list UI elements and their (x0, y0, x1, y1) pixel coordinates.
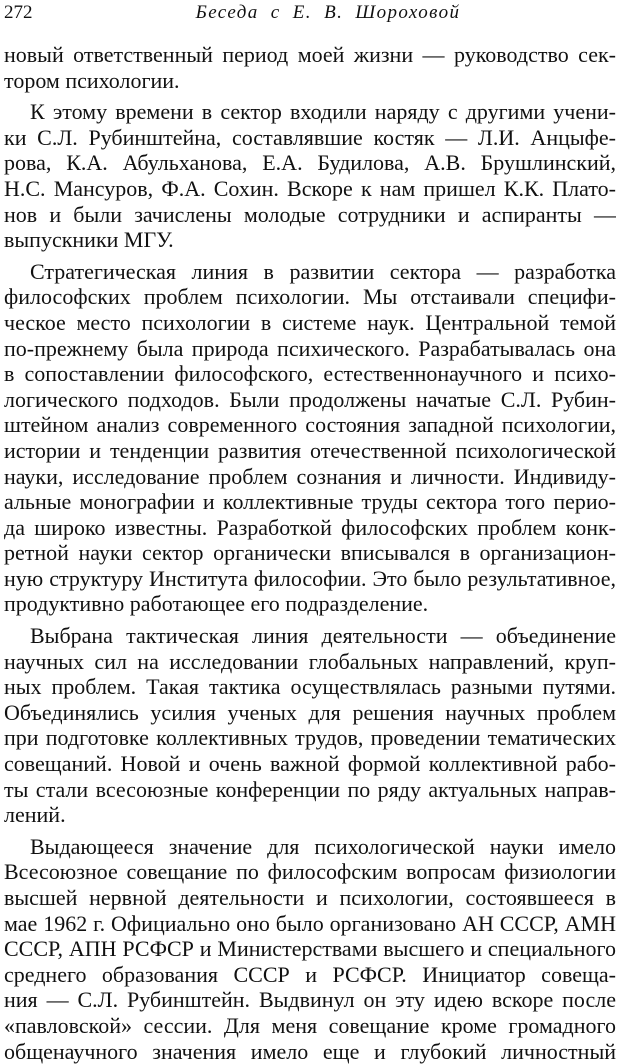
page-header (0, 0, 620, 28)
text-line: в сопоставлении философского, естественнонаучного и психо- (4, 361, 616, 387)
text-line: ную структуру Института философии. Это было результативное, (4, 565, 616, 591)
text-line: ты стали всесоюзные конференции по ряду актуальных направ- (4, 776, 616, 802)
text-line: научных сил на исследовании глобальных направлений, круп- (4, 648, 616, 674)
text-line: Выдающееся значение для психологической науки имело (30, 833, 616, 859)
text-line: альные монографии и коллективные труды сектора того перио- (4, 489, 616, 515)
text-line: философских проблем психологии. Мы отстаивали специфи- (4, 284, 616, 310)
paragraph (4, 834, 616, 1064)
text-line: продуктивно работающее его подразделение. (4, 591, 429, 617)
text-line: Н.С. Мансуров, Ф.А. Сохин. Вскоре к нам пришел К.К. Плато- (4, 175, 616, 201)
text-line: ния — С.Л. Рубинштейн. Выдвинул он эту идею вскоре после (4, 987, 616, 1013)
text-line: К этому времени в сектор входили наряду с другими учени- (30, 99, 616, 125)
paragraph (4, 259, 616, 617)
text-line: высшей нервной деятельности и психологии, состоявшееся в (4, 885, 616, 910)
text-line: Объединялись усилия ученых для решения научных проблем (4, 699, 616, 725)
text-line: да широко известны. Разработкой философских проблем конк- (4, 514, 616, 540)
text-line: по-прежнему была природа психического. Разрабатывалась она (4, 335, 616, 361)
paragraph (4, 623, 616, 828)
text-line: совещаний. Новой и очень важной формой коллективной рабо- (4, 751, 616, 777)
text-line: выпускники МГУ. (4, 227, 174, 253)
text-line: штейном анализ современного состояния западной психологии, (4, 412, 616, 438)
body-text (4, 42, 616, 1064)
text-line: среднего образования СССР и РСФСР. Инициатор совеща- (4, 961, 616, 987)
text-line: «павловской» сессии. Для меня совещание кроме громадного (4, 1012, 616, 1038)
text-line: ных проблем. Такая тактика осуществлялась разными путями. (4, 674, 616, 700)
text-line: ческое место психологии в системе наук. Центральной темой (4, 309, 616, 335)
text-line: ретной науки сектор органически вписывался в организацион- (4, 540, 616, 566)
text-line: истории и тенденции развития отечественной психологической (4, 437, 616, 463)
text-line: новый ответственный период моей жизни — руководство сек- (4, 42, 616, 67)
text-line: общенаучного значения имело еще и глубокий личностный (4, 1038, 616, 1064)
running-head: Беседа с Е. В. Шороховой (195, 2, 461, 23)
paragraph (4, 99, 616, 253)
text-line: рова, К.А. Абульханова, Е.А. Будилова, А.В. Брушлинский, (4, 150, 616, 176)
text-line: тором психологии. (4, 67, 180, 93)
text-line: науки, исследование проблем сознания и личности. Индивиду- (4, 463, 616, 489)
text-line: лений. (4, 802, 66, 828)
text-line: при подготовке коллективных трудов, проведении тематических (4, 725, 616, 751)
text-line: Выбрана тактическая линия деятельности — объединение (30, 623, 616, 649)
text-line: СССР, АПН РСФСР и Министерствами высшего и специального (4, 936, 616, 962)
text-line: нов и были зачислены молодые сотрудники и аспиранты — (4, 201, 616, 227)
page-number: 272 (4, 2, 33, 23)
text-line: ки С.Л. Рубинштейна, составлявшие костяк — Л.И. Анцыфе- (4, 124, 616, 150)
text-line: Всесоюзное совещание по философским вопросам физиологии (4, 859, 616, 885)
text-line: мае 1962 г. Официально оно было организовано АН СССР, АМН (4, 910, 616, 936)
text-line: Стратегическая линия в развитии сектора — разработка (30, 258, 616, 284)
text-line: логического подходов. Были продолжены начатые С.Л. Рубин- (4, 386, 616, 412)
paragraph (4, 42, 616, 93)
